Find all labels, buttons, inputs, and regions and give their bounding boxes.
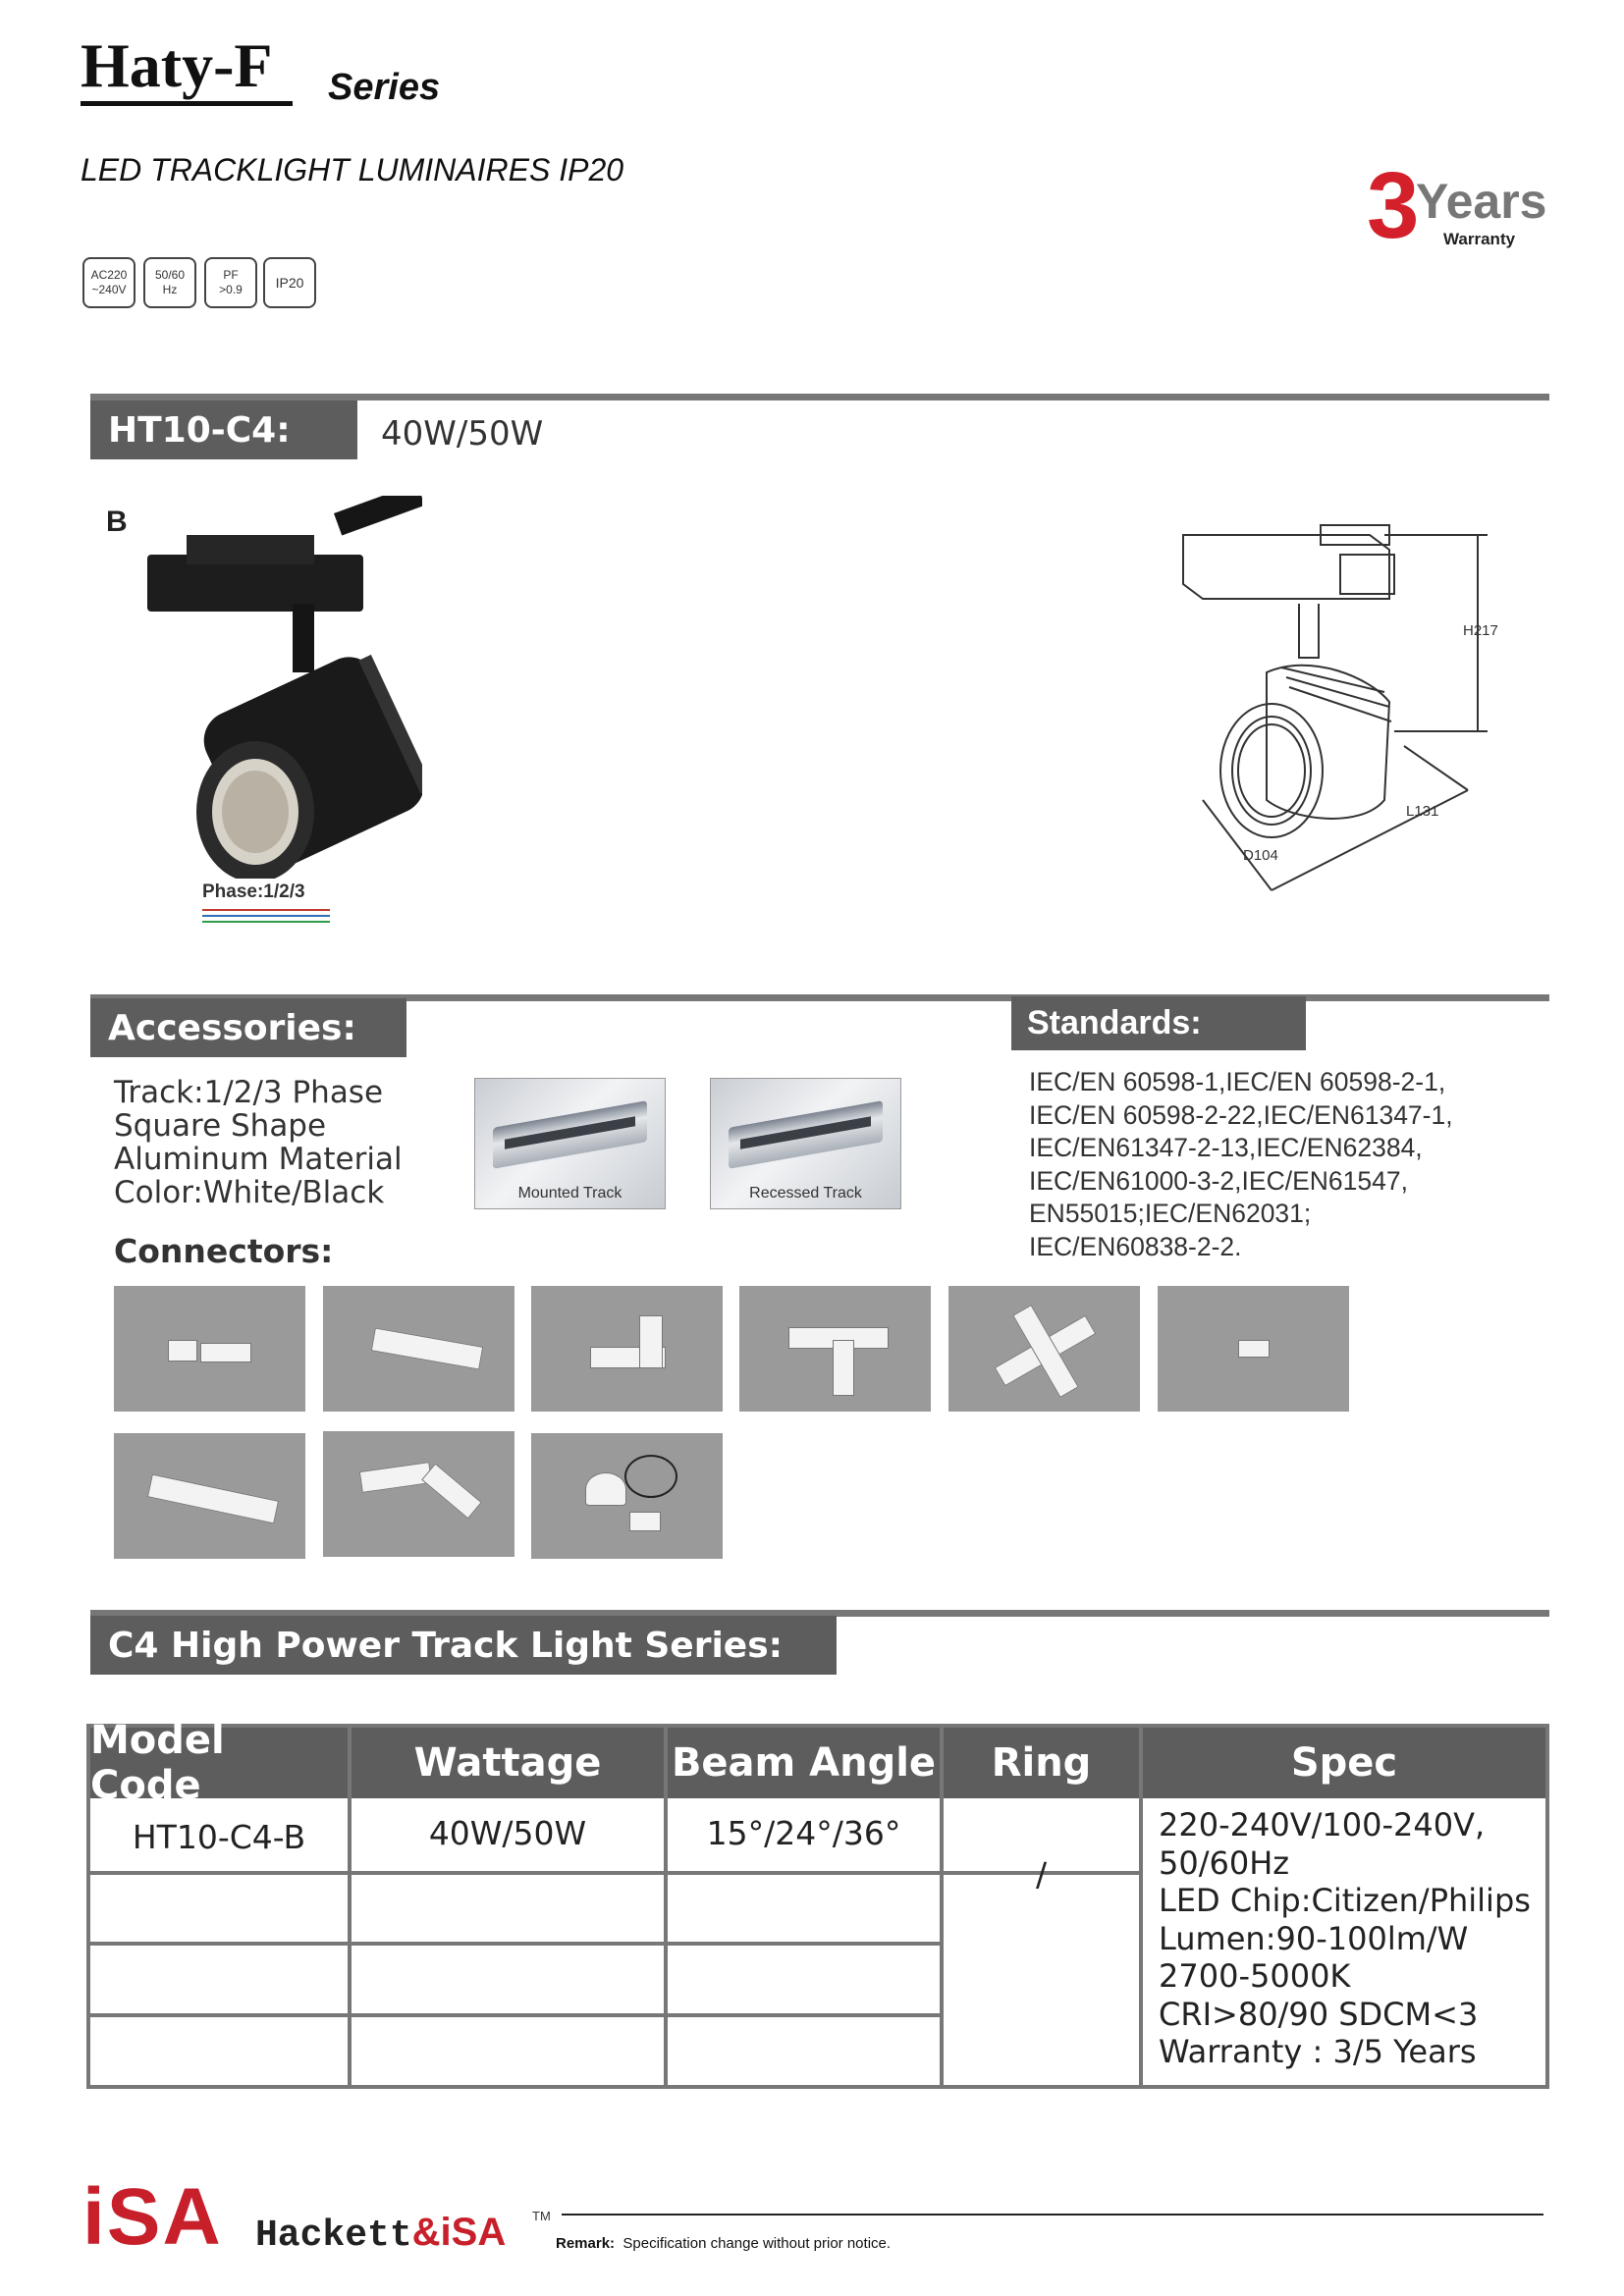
spec-line: 220-240V/100-240V, bbox=[1159, 1806, 1486, 1843]
section-divider bbox=[90, 394, 1549, 400]
warranty-years: Years bbox=[1416, 174, 1547, 229]
series-table-tab: C4 High Power Track Light Series: bbox=[90, 1616, 837, 1675]
recessed-track-label: Recessed Track bbox=[749, 1185, 862, 1201]
connector-pendant-kit-image bbox=[531, 1433, 723, 1559]
accessories-specs bbox=[114, 1076, 403, 1209]
mounted-track-image bbox=[474, 1078, 666, 1209]
column-header-beam: Beam Angle bbox=[668, 1728, 940, 1798]
column-header-spec: Spec bbox=[1143, 1728, 1545, 1798]
column-header-wattage: Wattage bbox=[352, 1728, 664, 1798]
hackett-isa-logo bbox=[255, 2211, 506, 2257]
power-factor-badge: PF >0.9 bbox=[204, 257, 257, 308]
table-cell-ring: / bbox=[1035, 1855, 1048, 1894]
product-photo bbox=[147, 496, 422, 879]
accessory-line: Color:White/Black bbox=[114, 1175, 385, 1210]
column-header-model: Model Code bbox=[90, 1728, 348, 1798]
product-subtitle: LED TRACKLIGHT LUMINAIRES IP20 bbox=[81, 152, 624, 187]
remark-label: Remark: bbox=[556, 2235, 616, 2252]
mounted-track-label: Mounted Track bbox=[517, 1185, 623, 1201]
table-cell-beam: 15°/24°/36° bbox=[706, 1814, 901, 1852]
table-divider bbox=[90, 1942, 940, 1946]
hackett-wordmark: Hackett bbox=[255, 2215, 412, 2257]
table-cell-model: HT10-C4-B bbox=[132, 1818, 306, 1856]
connector-t-shape-image bbox=[739, 1286, 931, 1412]
warranty-logo bbox=[1367, 153, 1563, 258]
isa-logo: iSA bbox=[82, 2172, 223, 2262]
table-cell-wattage: 40W/50W bbox=[428, 1814, 587, 1852]
dimension-drawing bbox=[1173, 506, 1507, 898]
accessory-line: Square Shape bbox=[114, 1108, 327, 1144]
spec-line: CRI>80/90 SDCM<3 bbox=[1159, 1995, 1479, 2033]
warranty-label: Warranty bbox=[1443, 230, 1516, 248]
ip-rating-badge: IP20 bbox=[263, 257, 316, 308]
connector-end-cap-image bbox=[114, 1286, 305, 1412]
isa-wordmark: &iSA bbox=[411, 2211, 507, 2254]
connector-straight-image bbox=[323, 1286, 514, 1412]
spec-line: Lumen:90-100lm/W bbox=[1159, 1919, 1469, 1957]
remark-text: Specification change without prior notice. bbox=[623, 2235, 892, 2252]
series-table bbox=[86, 1718, 1549, 2089]
spec-line: Warranty : 3/5 Years bbox=[1159, 2033, 1477, 2070]
column-header-ring: Ring bbox=[944, 1728, 1139, 1798]
variant-letter: B bbox=[106, 506, 128, 538]
standards-list: IEC/EN 60598-1,IEC/EN 60598-2-1, IEC/EN 60598-2-22,IEC/EN61347-1, IEC/EN61347-2-13,IEC/EN62384, IEC/EN61000-3-2,IEC/EN61547, EN55015;IEC/EN62031; IEC/EN60838-2-2. bbox=[1029, 1067, 1453, 1261]
table-divider bbox=[940, 1728, 944, 2085]
wattage-label: 40W/50W bbox=[381, 414, 544, 454]
series-label: Series bbox=[328, 67, 441, 108]
spec-line: 2700-5000K bbox=[1159, 1957, 1351, 1995]
title-underline bbox=[81, 101, 293, 106]
connector-x-shape-image bbox=[948, 1286, 1140, 1412]
table-cell-spec bbox=[1159, 1806, 1531, 2071]
length-dimension: L131 bbox=[1406, 803, 1439, 820]
table-divider bbox=[1139, 1728, 1143, 2085]
trademark-mark: TM bbox=[532, 2209, 551, 2223]
series-title: Haty-F bbox=[81, 30, 273, 100]
connector-feed-image bbox=[1158, 1286, 1349, 1412]
accessory-line: Aluminum Material bbox=[114, 1142, 403, 1177]
accessory-line: Track:1/2/3 Phase bbox=[114, 1075, 384, 1110]
table-divider bbox=[664, 1728, 668, 2085]
model-tab: HT10-C4: bbox=[90, 400, 357, 459]
diameter-dimension: D104 bbox=[1243, 847, 1278, 864]
table-divider bbox=[90, 2013, 940, 2017]
spec-line: 50/60Hz bbox=[1159, 1843, 1290, 1882]
footer-divider bbox=[562, 2214, 1543, 2216]
voltage-badge: AC220 ~240V bbox=[82, 257, 135, 308]
recessed-track-image bbox=[710, 1078, 901, 1209]
connector-long-straight-image bbox=[114, 1433, 305, 1559]
phase-label: Phase:1/2/3 bbox=[202, 881, 305, 902]
connector-flexible-image bbox=[323, 1431, 514, 1557]
remark-note bbox=[556, 2235, 891, 2252]
accessories-tab: Accessories: bbox=[90, 998, 406, 1057]
connector-l-shape-image bbox=[531, 1286, 723, 1412]
standards-tab: Standards: bbox=[1011, 996, 1306, 1050]
connectors-heading: Connectors: bbox=[114, 1232, 334, 1270]
spec-line: LED Chip:Citizen/Philips bbox=[1159, 1882, 1531, 1919]
warranty-digit: 3 bbox=[1367, 153, 1420, 258]
table-divider bbox=[348, 1728, 352, 2085]
height-dimension: H217 bbox=[1463, 622, 1498, 639]
frequency-badge: 50/60 Hz bbox=[143, 257, 196, 308]
